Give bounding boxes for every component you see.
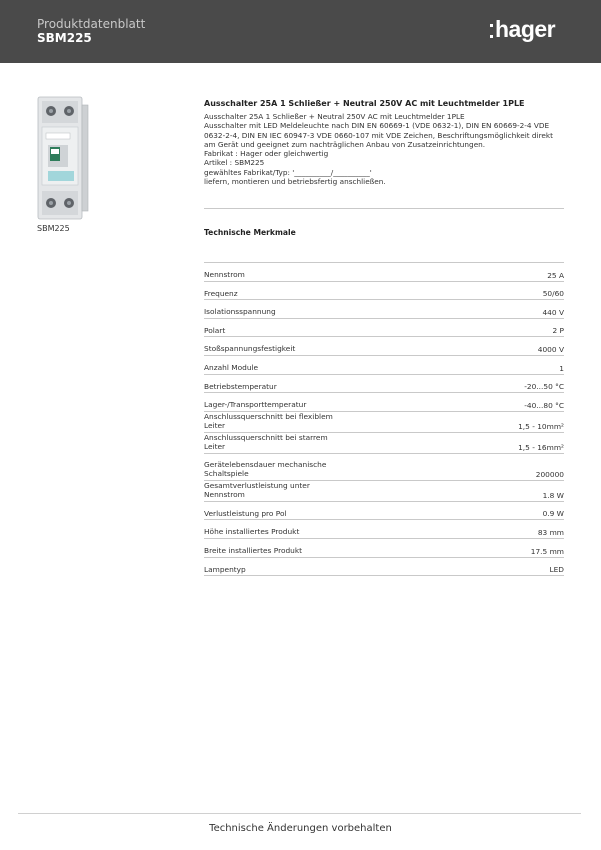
description-line: liefern, montieren und betriebsfertig anschließen. xyxy=(204,177,386,187)
spec-value: 0.9 W xyxy=(542,509,564,519)
table-row xyxy=(204,318,564,337)
spec-label: Gesamtverlustleistung unter Nennstrom xyxy=(204,480,310,500)
description-line: gewähltes Fabrikat/Typ: '__________/__________' xyxy=(204,167,372,177)
table-row xyxy=(204,374,564,393)
spec-value: 17.5 mm xyxy=(530,546,564,556)
spec-label: Polart xyxy=(204,325,226,335)
footer-note: Technische Änderungen vorbehalten xyxy=(209,823,392,834)
table-row xyxy=(204,520,564,539)
spec-value: 4000 V xyxy=(537,344,564,354)
spec-label: Breite installiertes Produkt xyxy=(204,546,303,556)
spec-label: Nennstrom xyxy=(204,270,245,280)
table-row xyxy=(204,432,564,453)
description-line: Artikel : SBM225 xyxy=(204,158,265,168)
specs-table xyxy=(204,262,564,576)
spec-label: Anzahl Module xyxy=(204,363,259,373)
description-line: am Gerät und geeignet zum nachträglichen Anbau von Zusatzeinrichtungen. xyxy=(204,139,486,149)
spec-value: 1,5 - 10mm² xyxy=(518,421,564,431)
spec-value: 83 mm xyxy=(537,527,564,537)
spec-label: Frequenz xyxy=(204,288,238,298)
description-line: Ausschalter 25A 1 Schließer + Neutral 250V AC mit Leuchtmelder 1PLE xyxy=(204,112,465,121)
spec-value: -20...50 °C xyxy=(524,382,564,392)
spec-value: LED xyxy=(549,565,564,575)
section-divider xyxy=(204,208,564,209)
image-caption: SBM225 xyxy=(37,224,70,233)
header-bar xyxy=(0,0,601,63)
spec-label: Lampentyp xyxy=(204,564,246,574)
table-row xyxy=(204,393,564,412)
description-line: Ausschalter mit LED Meldeleuchte nach DIN EN 60669-1 (VDE 0632-1), DIN EN 60669-2-4 VDE xyxy=(204,121,550,131)
spec-value: 2 P xyxy=(552,326,564,336)
spec-label: Gerätelebensdauer mechanische Schaltspiele xyxy=(204,459,327,479)
spec-label: Verlustleistung pro Pol xyxy=(204,508,287,518)
logo-text: hager xyxy=(495,16,556,42)
spec-value: 200000 xyxy=(535,469,564,479)
table-row xyxy=(204,453,564,480)
product-code: SBM225 xyxy=(37,31,92,45)
spec-value: 1 xyxy=(559,363,564,373)
spec-label: Lager-/Transporttemperatur xyxy=(204,400,307,410)
spec-value: 1.8 W xyxy=(542,490,564,500)
table-row xyxy=(204,557,564,576)
table-row xyxy=(204,281,564,300)
spec-value: -40...80 °C xyxy=(524,400,564,410)
table-row xyxy=(204,355,564,374)
table-row xyxy=(204,337,564,356)
table-row xyxy=(204,480,564,501)
spec-label: Anschlussquerschnitt bei flexiblem Leiter xyxy=(204,411,333,431)
table-row xyxy=(204,501,564,520)
description-line: 0632-2-4, DIN EN IEC 60947-3 VDE 0660-107 mit VDE Zeichen, Beschriftungsmöglichkeit direkt xyxy=(204,130,554,140)
spec-label: Betriebstemperatur xyxy=(204,381,277,391)
description-line: Fabrikat : Hager oder gleichwertig xyxy=(204,149,329,159)
spec-value: 1,5 - 16mm² xyxy=(518,442,564,452)
product-image xyxy=(34,95,94,221)
hager-logo xyxy=(490,16,555,42)
spec-value: 50/60 xyxy=(542,289,564,299)
section-title: Technische Merkmale xyxy=(204,228,296,237)
product-description xyxy=(204,112,566,186)
table-row xyxy=(204,411,564,432)
logo-mark-icon xyxy=(490,24,493,38)
product-title: Ausschalter 25A 1 Schließer + Neutral 250V AC mit Leuchtmelder 1PLE xyxy=(204,99,525,108)
spec-value: 440 V xyxy=(542,307,564,317)
spec-label: Höhe installiertes Produkt xyxy=(204,527,300,537)
footer-divider xyxy=(18,813,581,814)
document-type: Produktdatenblatt xyxy=(37,17,146,31)
table-row xyxy=(204,263,564,282)
spec-label: Stoßspannungsfestigkeit xyxy=(204,344,296,354)
table-row xyxy=(204,300,564,319)
table-row xyxy=(204,538,564,557)
spec-value: 25 A xyxy=(547,270,564,280)
spec-label: Anschlussquerschnitt bei starrem Leiter xyxy=(204,432,328,452)
spec-label: Isolationsspannung xyxy=(204,307,276,317)
